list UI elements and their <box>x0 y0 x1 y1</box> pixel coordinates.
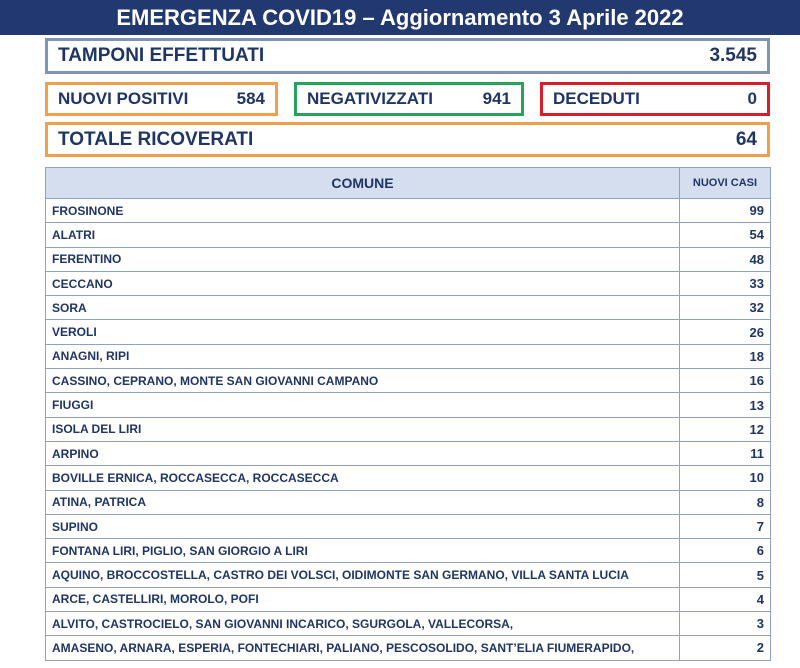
cases-table <box>45 167 771 661</box>
comune-cell: SUPINO <box>46 514 680 538</box>
ricoverati-box <box>45 122 770 157</box>
table-row <box>46 417 771 441</box>
tamponi-box <box>45 38 770 74</box>
comune-cell: FIUGGI <box>46 393 680 417</box>
table-row <box>46 320 771 344</box>
comune-cell: ANAGNI, RIPI <box>46 344 680 368</box>
nuovi-casi-cell: 16 <box>680 369 771 393</box>
ricoverati-label: TOTALE RICOVERATI <box>58 128 254 150</box>
nuovi-casi-cell: 2 <box>680 636 771 660</box>
nuovi-casi-cell: 33 <box>680 271 771 295</box>
deceduti-box <box>540 82 770 116</box>
table-row <box>46 393 771 417</box>
table-row <box>46 441 771 465</box>
comune-cell: ALVITO, CASTROCIELO, SAN GIOVANNI INCARICO, SGURGOLA, VALLECORSA, <box>46 612 680 636</box>
comune-cell: ALATRI <box>46 223 680 247</box>
table-row <box>46 490 771 514</box>
table-row <box>46 199 771 223</box>
negativizzati-value: 941 <box>482 89 511 108</box>
table-row <box>46 636 771 660</box>
nuovi-casi-cell: 6 <box>680 539 771 563</box>
table-row <box>46 223 771 247</box>
nuovi-casi-cell: 11 <box>680 441 771 465</box>
positivi-box <box>45 82 278 116</box>
column-header-nuovi-casi: NUOVI CASI <box>680 168 771 199</box>
deceduti-label: DECEDUTI <box>553 89 640 108</box>
table-row <box>46 466 771 490</box>
nuovi-casi-cell: 26 <box>680 320 771 344</box>
negativizzati-box <box>294 82 524 116</box>
comune-cell: SORA <box>46 296 680 320</box>
table-row <box>46 514 771 538</box>
column-header-comune: COMUNE <box>46 168 680 199</box>
nuovi-casi-cell: 12 <box>680 417 771 441</box>
nuovi-casi-cell: 8 <box>680 490 771 514</box>
nuovi-casi-cell: 7 <box>680 514 771 538</box>
comune-cell: ATINA, PATRICA <box>46 490 680 514</box>
table-row <box>46 539 771 563</box>
ricoverati-value: 64 <box>735 128 757 150</box>
table-header-row <box>46 168 771 199</box>
positivi-label: NUOVI POSITIVI <box>58 89 189 108</box>
nuovi-casi-cell: 18 <box>680 344 771 368</box>
nuovi-casi-cell: 32 <box>680 296 771 320</box>
table-row <box>46 587 771 611</box>
negativizzati-label: NEGATIVIZZATI <box>307 89 433 108</box>
table-row <box>46 563 771 587</box>
comune-cell: ARPINO <box>46 441 680 465</box>
table-row <box>46 344 771 368</box>
nuovi-casi-cell: 5 <box>680 563 771 587</box>
nuovi-casi-cell: 54 <box>680 223 771 247</box>
nuovi-casi-cell: 4 <box>680 587 771 611</box>
comune-cell: VEROLI <box>46 320 680 344</box>
comune-cell: AMASENO, ARNARA, ESPERIA, FONTECHIARI, PALIANO, PESCOSOLIDO, SANT’ELIA FIUMERAPIDO, <box>46 636 680 660</box>
comune-cell: BOVILLE ERNICA, ROCCASECCA, ROCCASECCA <box>46 466 680 490</box>
page-header <box>0 0 800 35</box>
tamponi-label: TAMPONI EFFETTUATI <box>58 45 265 66</box>
nuovi-casi-cell: 48 <box>680 247 771 271</box>
table-row <box>46 271 771 295</box>
comune-cell: FONTANA LIRI, PIGLIO, SAN GIORGIO A LIRI <box>46 539 680 563</box>
table-row <box>46 369 771 393</box>
table-row <box>46 296 771 320</box>
nuovi-casi-cell: 13 <box>680 393 771 417</box>
comune-cell: FERENTINO <box>46 247 680 271</box>
tamponi-value: 3.545 <box>709 45 757 66</box>
nuovi-casi-cell: 3 <box>680 612 771 636</box>
table-row <box>46 612 771 636</box>
comune-cell: CECCANO <box>46 271 680 295</box>
table-row <box>46 247 771 271</box>
deceduti-value: 0 <box>747 89 757 108</box>
comune-cell: ISOLA DEL LIRI <box>46 417 680 441</box>
comune-cell: ARCE, CASTELLIRI, MOROLO, POFI <box>46 587 680 611</box>
page-title: EMERGENZA COVID19 – Aggiornamento 3 Aprile 2022 <box>116 4 684 30</box>
positivi-value: 584 <box>236 89 265 108</box>
nuovi-casi-cell: 10 <box>680 466 771 490</box>
comune-cell: CASSINO, CEPRANO, MONTE SAN GIOVANNI CAMPANO <box>46 369 680 393</box>
comune-cell: AQUINO, BROCCOSTELLA, CASTRO DEI VOLSCI, OIDIMONTE SAN GERMANO, VILLA SANTA LUCIA <box>46 563 680 587</box>
comune-cell: FROSINONE <box>46 199 680 223</box>
nuovi-casi-cell: 99 <box>680 199 771 223</box>
